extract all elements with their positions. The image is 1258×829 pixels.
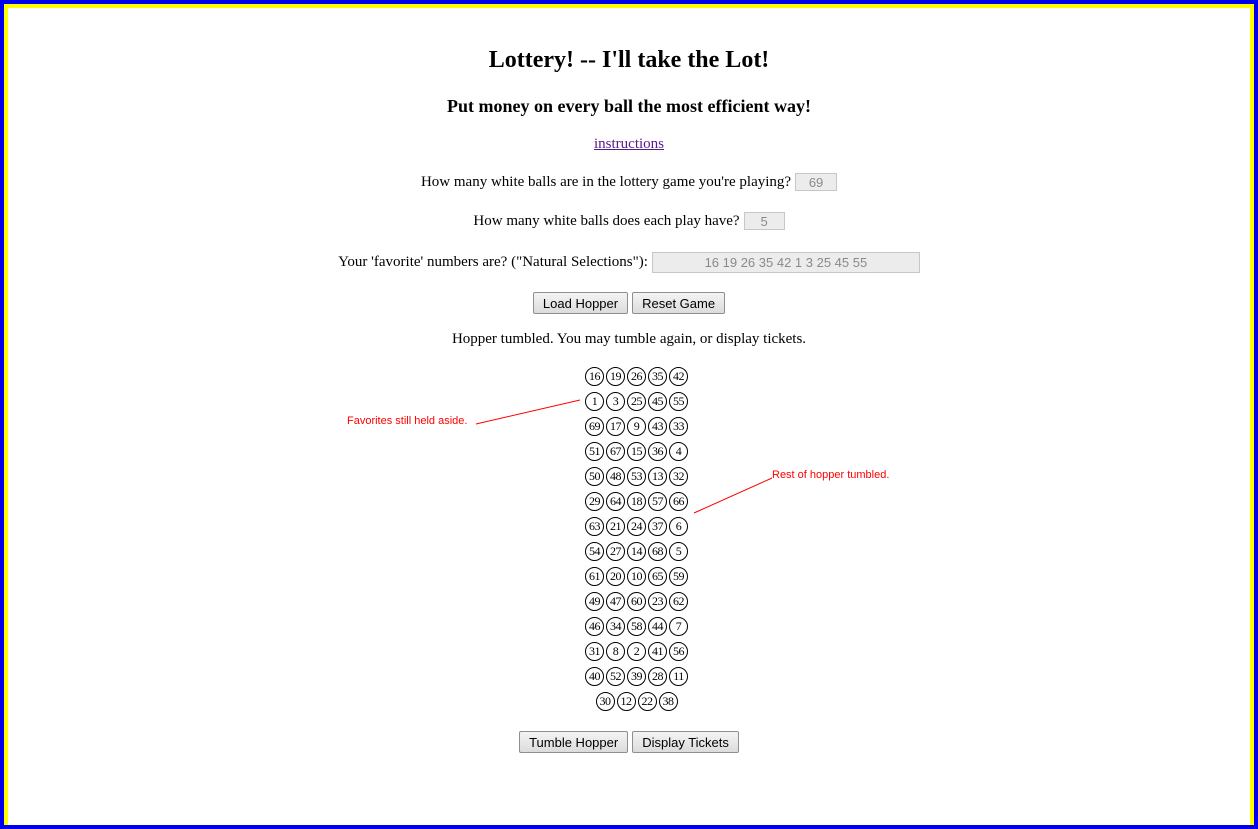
ticket-controls [0,731,1258,753]
per-play-row [0,212,1258,230]
hopper-ball: 22 [638,692,657,711]
load-hopper-button[interactable]: Load Hopper [533,292,628,314]
hopper-ball: 46 [585,617,604,636]
hopper-ball: 63 [585,517,604,536]
hopper-ball: 57 [648,492,667,511]
favorites-input[interactable] [652,252,920,273]
hopper-ball: 48 [606,467,625,486]
display-tickets-button[interactable]: Display Tickets [632,731,739,753]
hopper-ball: 23 [648,592,667,611]
favorites-label: Your 'favorite' numbers are? ("Natural Selections"): [338,254,648,270]
hopper-ball: 50 [585,467,604,486]
hopper-ball: 54 [585,542,604,561]
hopper-ball: 44 [648,617,667,636]
hopper-ball: 56 [669,642,688,661]
hopper-ball: 38 [659,692,678,711]
hopper-ball: 40 [585,667,604,686]
hopper-ball: 52 [606,667,625,686]
reset-game-button[interactable]: Reset Game [632,292,725,314]
page-title: Lottery! -- I'll take the Lot! [488,47,770,73]
white-balls-label: How many white balls are in the lottery game you're playing? [420,173,792,190]
hopper-ball: 33 [669,417,688,436]
hopper-ball: 43 [648,417,667,436]
hopper-ball: 27 [606,542,625,561]
hopper-ball: 1 [585,392,604,411]
hopper-ball: 26 [627,367,646,386]
hopper-ball: 28 [648,667,667,686]
hopper-ball: 45 [648,392,667,411]
hopper-ball: 36 [648,442,667,461]
instructions-link[interactable]: instructions [594,136,664,152]
hopper-ball: 10 [627,567,646,586]
hopper-ball: 58 [627,617,646,636]
hopper-ball: 30 [596,692,615,711]
hopper-ball: 3 [606,392,625,411]
status-message: Hopper tumbled. You may tumble again, or display tickets. [451,331,807,347]
hopper-ball: 41 [648,642,667,661]
hopper-ball: 65 [648,567,667,586]
hopper-ball: 53 [627,467,646,486]
hopper-ball: 11 [669,667,688,686]
white-balls-row [0,173,1258,191]
hopper-ball: 35 [648,367,667,386]
hopper-ball: 25 [627,392,646,411]
hopper-controls [0,292,1258,314]
hopper-ball: 49 [585,592,604,611]
tumble-hopper-button[interactable]: Tumble Hopper [519,731,628,753]
per-play-label: How many white balls does each play have? [473,212,740,229]
hopper-ball: 7 [669,617,688,636]
hopper-ball: 19 [606,367,625,386]
hopper-ball: 9 [627,417,646,436]
hopper-ball: 60 [627,592,646,611]
favorites-note: Favorites still held aside. [347,415,468,427]
hopper-ball: 64 [606,492,625,511]
hopper-ball: 21 [606,517,625,536]
hopper-ball: 61 [585,567,604,586]
hopper-ball: 69 [585,417,604,436]
hopper-ball: 59 [669,567,688,586]
hopper-ball: 34 [606,617,625,636]
white-balls-input[interactable] [795,173,837,191]
hopper-ball: 37 [648,517,667,536]
rest-note: Rest of hopper tumbled. [772,469,890,481]
hopper-ball: 18 [627,492,646,511]
hopper-ball: 66 [669,492,688,511]
hopper-ball: 20 [606,567,625,586]
hopper-ball: 32 [669,467,688,486]
hopper-ball: 14 [627,542,646,561]
hopper-ball: 6 [669,517,688,536]
hopper-ball: 31 [585,642,604,661]
hopper-ball: 39 [627,667,646,686]
hopper-ball: 5 [669,542,688,561]
hopper-ball: 55 [669,392,688,411]
hopper-ball: 13 [648,467,667,486]
hopper-ball: 17 [606,417,625,436]
favorites-row [0,252,1258,273]
hopper-ball: 16 [585,367,604,386]
hopper-ball: 24 [627,517,646,536]
instructions-row [0,136,1258,153]
hopper-ball: 68 [648,542,667,561]
per-play-input[interactable] [744,212,785,230]
hopper-ball: 67 [606,442,625,461]
hopper-ball: 4 [669,442,688,461]
page-subtitle: Put money on every ball the most efficient way! [447,96,811,116]
hopper-ball: 15 [627,442,646,461]
hopper-ball: 42 [669,367,688,386]
hopper-ball: 51 [585,442,604,461]
hopper-ball: 62 [669,592,688,611]
hopper-ball: 47 [606,592,625,611]
hopper-ball: 12 [617,692,636,711]
hopper-ball: 8 [606,642,625,661]
hopper-ball: 29 [585,492,604,511]
hopper-ball: 2 [627,642,646,661]
